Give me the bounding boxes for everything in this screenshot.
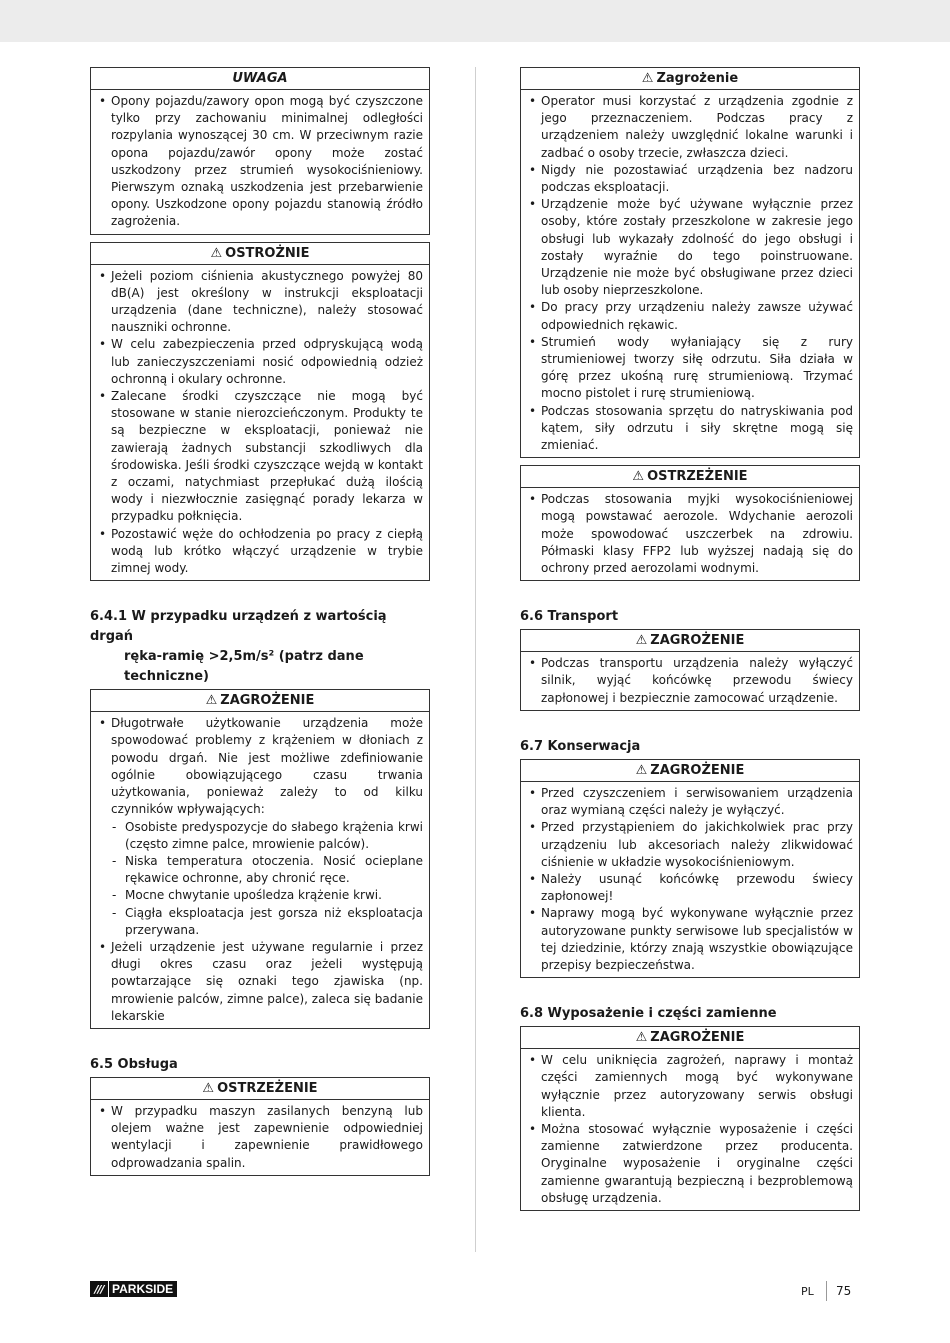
zagrozenie-top-box	[520, 67, 860, 458]
section-heading-68: 6.8 Wyposażenie i części zamienne	[520, 1006, 777, 1022]
ostroznie-title: ⚠ OSTROŻNIE	[91, 243, 429, 265]
list-item: • Opony pojazdu/zawory opon mogą być czyszczone tylko przy zachowaniu minimalnej odległości rozpylania wynoszącej 30 cm. W przeciwnym razie opona pojazdu/zawór opony może zostać uszkodzony przez strumień wysokociśnieniowy. Pierwszym oznaką uszkodzenia jest przebarwienie opony. Uszkodzone opony pojazdu stanowią źródło zagrożenia.	[97, 93, 423, 231]
zagrozenie-title: ⚠ ZAGROŻENIE	[91, 690, 429, 712]
logo-stripes-icon: ///	[90, 1281, 108, 1297]
section-heading-641: 6.4.1 W przypadku urządzeń z wartością drgań ręka-ramię >2,5m/s² (patrz dane techniczne)	[90, 609, 387, 685]
vibration-danger-box	[90, 689, 430, 1029]
section-heading-67: 6.7 Konserwacja	[520, 738, 641, 754]
list-item: • Pozostawić węże do ochłodzenia po pracy z ciepłą wodą lub krótko włączyć urządzenie w trybie zimnej wody.	[97, 526, 423, 578]
list-item: • Podczas transportu urządzenia należy wyłączyć silnik, wyjąć końcówkę przewodu świecy zapłonowej i bezpiecznie zamocować urządzenie.	[527, 655, 853, 707]
list-item: • Podczas stosowania myjki wysokociśnieniowej mogą powstawać aerozole. Wdychanie aerozoli może spowodować uszczerbek na zdrowiu. Półmaski klasy FFP2 lub wyższej nadają się do ochrony przed aerozolami wodnymi.	[527, 491, 853, 577]
obsluga-warning-box	[90, 1077, 430, 1176]
ostrzezenie-title: ⚠ OSTRZEŻENIE	[521, 466, 859, 488]
zagrozenie-title: ⚠ Zagrożenie	[521, 68, 859, 90]
parkside-logo	[90, 1281, 177, 1297]
warning-triangle-icon: ⚠	[632, 469, 645, 485]
zagrozenie-title: ⚠ ZAGROŻENIE	[521, 630, 859, 652]
list-item: • Jeżeli urządzenie jest używane regularnie i przez długi okres czasu oraz jeżeli występują powtarzające się oznaki tego zjawiska (np. mrowienie palców, zimne palce), zaleca się badanie lekarskie	[97, 939, 423, 1025]
section-heading-65: 6.5 Obsługa	[90, 1056, 178, 1072]
list-item: • Urządzenie może być używane wyłącznie przez osoby, które zostały przeszkolone w zakresie jego obsługi lub wykazały zdolność do jego obsługi i zostały wyraźnie do tego poinstruowane. Urządzenie nie może być obsługiwane przez dzieci lub osoby nieprzeszkolone.	[527, 196, 853, 299]
sub-list-item: - Niska temperatura otoczenia. Nosić ocieplane rękawice ochronne, aby chronić ręce.	[111, 853, 423, 887]
sub-list-item: - Osobiste predyspozycje do słabego krążenia krwi (często zimne palce, mrowienie palców).	[111, 819, 423, 853]
uwaga-title: UWAGA	[91, 68, 429, 90]
uwaga-box	[90, 67, 430, 235]
list-item: • Przed czyszczeniem i serwisowaniem urządzenia oraz wymianą części należy je wyłączyć.	[527, 785, 853, 819]
sub-list-item: - Mocne chwytanie upośledza krążenie krwi.	[111, 887, 423, 904]
list-item: • Strumień wody wyłaniający się z rury strumieniowej tworzy siłę odrzutu. Siła działa w górę przez ukośną rurę strumieniową. Trzymać mocno pistolet i rurę strumieniową.	[527, 334, 853, 403]
top-bar	[0, 0, 950, 42]
zagrozenie-title: ⚠ ZAGROŻENIE	[521, 760, 859, 782]
logo-text: PARKSIDE	[109, 1281, 177, 1297]
list-item: • Nigdy nie pozostawiać urządzenia bez nadzoru podczas eksploatacji.	[527, 162, 853, 196]
list-item: • Jeżeli poziom ciśnienia akustycznego powyżej 80 dB(A) jest określony w instrukcji eksploatacji urządzenia (dane techniczne), należy stosować nauszniki ochronne.	[97, 268, 423, 337]
right-column	[520, 67, 860, 1218]
warning-triangle-icon: ⚠	[635, 1030, 648, 1046]
aerosol-warning-box	[520, 465, 860, 581]
list-item: • W przypadku maszyn zasilanych benzyną lub olejem ważne jest zapewnienie odpowiedniej wentylacji i zapewnienie prawidłowego odprowadzania spalin.	[97, 1103, 423, 1172]
transport-danger-box	[520, 629, 860, 711]
list-item: • W celu uniknięcia zagrożeń, naprawy i montaż części zamiennych mogą być wykonywane wyłącznie przez autoryzowany serwis obsługi klienta.	[527, 1052, 853, 1121]
left-column	[90, 67, 430, 1183]
list-item: • Zalecane środki czyszczące nie mogą być stosowane w stanie nierozcieńczonym. Produkty te są bezpieczne w eksploatacji, ponieważ nie zawierają żadnych substancji szkodliwych dla środowiska. Jeśli środki czyszczące wejdą w kontakt z oczami, natychmiast przepłukać dużą ilością wody i niezwłocznie zasięgnąć porady lekarza w przypadku połknięcia.	[97, 388, 423, 526]
list-item: • Podczas stosowania sprzętu do natryskiwania pod kątem, siły odrzutu i siły skrętne mogą się zmieniać.	[527, 403, 853, 455]
footer-separator	[826, 1281, 827, 1301]
list-item: • Można stosować wyłącznie wyposażenie i części zamienne zatwierdzone przez producenta. Oryginalne wyposażenie i oryginalne części zamienne gwarantują bezpieczną i bezproblemową obsługę urządzenia.	[527, 1121, 853, 1207]
ostrzezenie-title: ⚠ OSTRZEŻENIE	[91, 1078, 429, 1100]
list-item: • Do pracy przy urządzeniu należy zawsze używać odpowiednich rękawic.	[527, 299, 853, 333]
warning-triangle-icon: ⚠	[202, 1080, 215, 1096]
list-item: • Długotrwałe użytkowanie urządzenia może spowodować problemy z krążeniem w dłoniach z powodu drgań. Nie jest możliwe zdefiniowanie ogólnie obowiązującego czasu trwania użytkowania, ponieważ zależy to od kilku czynników wpływających: - Osobiste predyspozycje do słabego krążenia krwi (często zimne palce, mrowienie palców). - Niska temperatura otoczenia. Nosić ocieplane rękawice ochronne, aby chronić ręce. - Mocne chwytanie upośledza krążenie krwi. - Ciągła eksploatacja jest gorsza niż eksploatacja przerywana.	[97, 715, 423, 939]
list-item: • W celu zabezpieczenia przed odpryskującą wodą lub zanieczyszczeniami nosić odpowiednią odzież ochronną i okulary ochronne.	[97, 336, 423, 388]
ostroznie-box	[90, 242, 430, 582]
warning-triangle-icon: ⚠	[205, 693, 218, 709]
language-code: PL	[801, 1285, 814, 1298]
warning-triangle-icon: ⚠	[635, 762, 648, 778]
maintenance-danger-box	[520, 759, 860, 978]
spare-parts-danger-box	[520, 1026, 860, 1211]
list-item: • Należy usunąć końcówkę przewodu świecy zapłonowej!	[527, 871, 853, 905]
section-heading-66: 6.6 Transport	[520, 609, 619, 625]
list-item: • Operator musi korzystać z urządzenia zgodnie z jego przeznaczeniem. Podczas pracy z urządzeniem należy uwzględnić lokalne warunki i zadbać o osoby trzecie, zwłaszcza dzieci.	[527, 93, 853, 162]
warning-triangle-icon: ⚠	[210, 245, 223, 261]
zagrozenie-title: ⚠ ZAGROŻENIE	[521, 1027, 859, 1049]
list-item: • Przed przystąpieniem do jakichkolwiek prac przy urządzeniu lub akcesoriach należy zlikwidować ciśnienie w układzie wysokociśnieniowym.	[527, 819, 853, 871]
warning-triangle-icon: ⚠	[641, 71, 654, 86]
page-number: 75	[836, 1284, 852, 1298]
sub-list-item: - Ciągła eksploatacja jest gorsza niż eksploatacja przerywana.	[111, 905, 423, 939]
column-divider	[475, 67, 476, 1252]
warning-triangle-icon: ⚠	[635, 633, 648, 649]
list-item: • Naprawy mogą być wykonywane wyłącznie przez autoryzowane punkty serwisowe lub specjalistów w tej dziedzinie, którzy znają wszystkie obowiązujące przepisy bezpieczeństwa.	[527, 905, 853, 974]
